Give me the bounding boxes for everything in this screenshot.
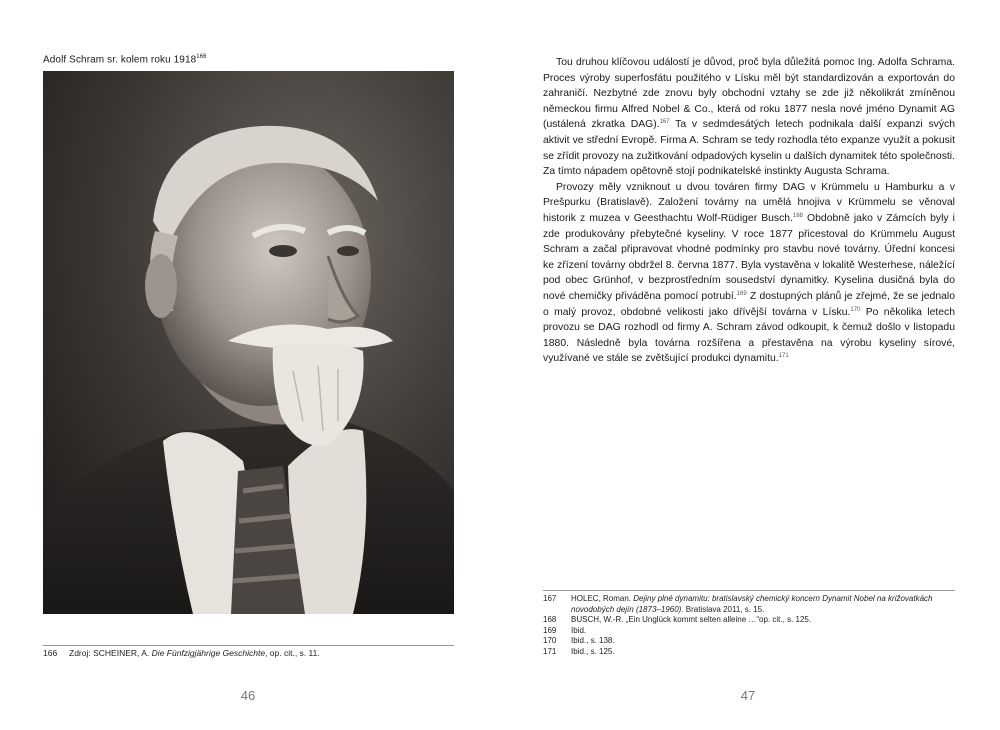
footnote-ref-171[interactable]: 171: [778, 353, 789, 360]
caption-footnote-ref: 166: [196, 54, 207, 60]
footnote-167: [543, 594, 955, 615]
footnote-rule: [543, 590, 955, 591]
footnote-ref-167[interactable]: 167: [659, 119, 670, 126]
paragraph-1: Tou druhou klíčovou událostí je důvod, proč byla důležitá pomoc Ing. Adolfa Schrama. Proces výroby superfosfátu použitého v Lísku měl být standardizován a exportován do zahraničí. Nezbytné zde znovu byly obchodní vztahy se zde již několikrát zmíněnou německou firmu Alfred Nobel & Co., která od roku 1877 nesla nové jméno Dynamit AG (ustálená zkratka DAG).$^{167}$ Ta v sedmdesátých letech podnikala další expanzi svých aktivit ve střední Evropě. Firma A. Schram se tedy rozhodla této expanze využít a pokusit se zřídit provozy na zužitkování odpadových kyselin u dalších dynamitek této společnosti. Za tímto nápadem opětovně stojí podnikatelské instinkty Augusta Schrama.: [543, 57, 955, 178]
footnote-169: [543, 626, 955, 637]
body-text: [543, 55, 955, 367]
photo-caption: Adolf Schram sr. kolem roku 1918$^{166}$: [43, 54, 207, 66]
footnote-ref-170[interactable]: 170: [850, 306, 861, 313]
footnote-number: 168: [543, 615, 557, 624]
footnote-text: Ibid., s. 138.: [571, 636, 615, 645]
page-number-right: 47: [740, 688, 756, 703]
footnote-number: 170: [543, 636, 557, 645]
footnote-number: 166: [43, 648, 58, 658]
footnote-rule: [43, 645, 454, 646]
footnote-text: Ibid., s. 125.: [571, 646, 615, 656]
footnotes-list: [543, 594, 955, 657]
right-page: [500, 0, 1000, 730]
page-number-left: 46: [240, 688, 256, 703]
portrait-illustration: [43, 71, 454, 614]
footnote-166: 166 Zdroj: SCHEINER, A. Die Fünfzigjährige Geschichte, op. cit., s. 11.: [43, 648, 320, 658]
footnote-number: 171: [543, 646, 557, 656]
footnote-number: 167: [543, 594, 557, 603]
footnote-170: [543, 636, 955, 647]
footnote-number: 169: [543, 625, 557, 635]
footnote-ref-169[interactable]: 169: [736, 290, 747, 297]
paragraph-2: Provozy měly vzniknout u dvou továren firmy DAG v Krümmelu u Hamburku a v Prešpurku (Bratislavě). Založení továrny na umělá hnojiva v Krümmelu se věnoval historik z muzea v Geesthachtu Wolf-Rüdiger Busch.$^{168}$ Obdobně jako v Zámcích byly i zde produkovány přebytečné kyseliny. V roce 1877 přicestoval do Krümmelu August Schram a začal připravovat vhodné podmínky pro stavbu nové továrny. Úřední koncesi ke zřízení továrny obdržel 8. června 1877. Byla vystavěna v lokalitě Westerhese, náležící pod obec Grünhof, v bezprostředním sousedství dynamitky. Kyselina dusičná byla do nové chemičky přiváděna pomocí potrubí.$^{169}$ Z dostupných plánů je zřejmé, že se jednalo o malý provoz, obdobné velikosti jako dřívější továrna v Lísku.$^{170}$ Po několika letech provozu se DAG rozhodl od firmy A. Schram závod odkoupit, k čemuž došlo v listopadu 1880. Následně byla továrna rozšířena a přestavěna na výrobu kyseliny sírové, využívané ve stále se zvětšující produkci dynamitu.$^{171}$: [543, 181, 955, 365]
portrait-photo: [43, 71, 454, 614]
footnote-168: [543, 615, 955, 626]
footnote-text: BUSCH, W.-R. „Ein Unglück kommt selten alleine …“op. cit., s. 125.: [571, 615, 812, 624]
footnote-text: HOLEC, Roman. Dejiny plné dynamitu: bratislavský chemický koncern Dynamit Nobel na križovatkách novodobých dejín (1873–1960). Bratislava 2011, s. 15.: [571, 594, 933, 614]
footnote-text: Ibid.: [571, 625, 587, 635]
footnote-ref-168[interactable]: 168: [792, 212, 803, 219]
footnote-171: [543, 647, 955, 658]
